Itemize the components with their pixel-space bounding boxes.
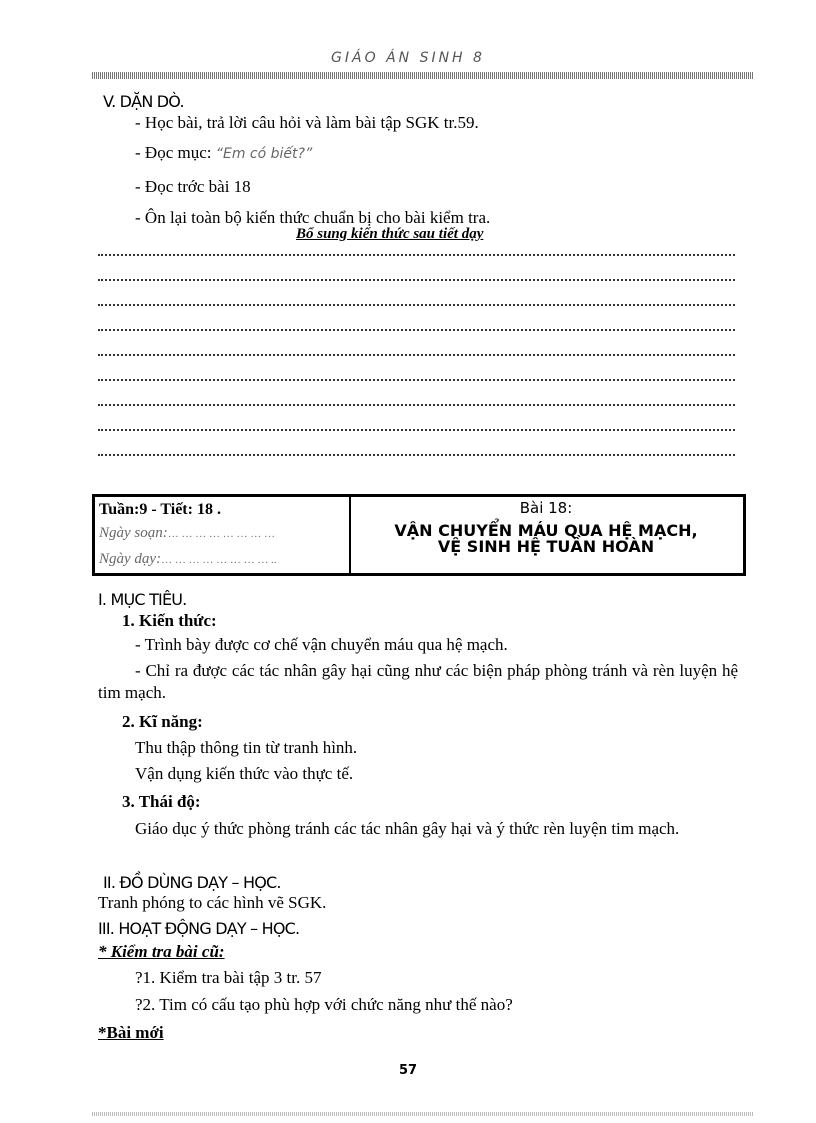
knowledge-item-1: - Trình bày được cơ chế vận chuyển máu qua hệ mạch. bbox=[135, 635, 508, 654]
dotted-line bbox=[98, 375, 735, 381]
week-period: Tuần:9 - Tiết: 18 . bbox=[99, 501, 221, 518]
homework-item-2-text: - Đọc mục: bbox=[135, 143, 216, 162]
check-old-lesson-heading: * Kiểm tra bài cũ: bbox=[98, 942, 225, 961]
section-ii-text: Tranh phóng to các hình vẽ SGK. bbox=[98, 893, 327, 912]
dotted-line bbox=[98, 250, 735, 256]
dotted-line bbox=[98, 425, 735, 431]
lesson-meta-cell bbox=[95, 497, 351, 573]
dotted-line bbox=[98, 350, 735, 356]
supplement-title: Bổ sung kiến thức sau tiết dạy bbox=[296, 226, 484, 242]
skills-item-2: Vận dụng kiến thức vào thực tế. bbox=[135, 764, 354, 783]
em-co-biet-quote: “Em có biết?” bbox=[215, 146, 313, 162]
section-iii-heading: III. HOẠT ĐỘNG DẠY – HỌC. bbox=[98, 919, 300, 938]
page-header-title: GIÁO ÁN SINH 8 bbox=[331, 50, 485, 66]
question-2: ?2. Tim có cấu tạo phù hợp với chức năng như thế nào? bbox=[135, 995, 513, 1014]
knowledge-item-2: - Chỉ ra được các tác nhân gây hại cũng như các biện pháp phòng tránh và rèn luyện hệ tim mạch. bbox=[98, 661, 738, 702]
header-rule bbox=[92, 72, 754, 79]
lesson-title-line-2: VỆ SINH HỆ TUẦN HOÀN bbox=[437, 537, 655, 556]
attitude-text: Giáo dục ý thức phòng tránh các tác nhân gây hại và ý thức rèn luyện tim mạch. bbox=[135, 819, 680, 838]
prep-date-label: Ngày soạn: bbox=[99, 525, 168, 541]
question-1: ?1. Kiểm tra bài tập 3 tr. 57 bbox=[135, 968, 322, 987]
section-v-heading: V. DẶN DÒ. bbox=[103, 92, 184, 111]
dotted-line bbox=[98, 300, 735, 306]
dotted-line bbox=[98, 325, 735, 331]
footer-rule bbox=[92, 1112, 754, 1116]
teach-date bbox=[99, 551, 277, 568]
teach-date-dots: … … … … … … … … .. bbox=[161, 554, 277, 566]
knowledge-heading: 1. Kiến thức: bbox=[122, 611, 217, 630]
prep-date-dots: … … … … … … … … bbox=[167, 528, 275, 540]
lesson-info-box bbox=[92, 494, 746, 576]
lesson-title bbox=[349, 523, 743, 555]
lesson-title-line-1: VẬN CHUYỂN MÁU QUA HỆ MẠCH, bbox=[394, 521, 698, 540]
dotted-line bbox=[98, 450, 735, 456]
lesson-number: Bài 18: bbox=[519, 499, 573, 517]
dotted-line bbox=[98, 400, 735, 406]
homework-item-2 bbox=[135, 142, 312, 165]
section-i-heading: I. MỤC TIÊU. bbox=[98, 590, 187, 609]
homework-item-1: - Học bài, trả lời câu hỏi và làm bài tập SGK tr.59. bbox=[135, 113, 479, 132]
skills-item-1: Thu thập thông tin từ tranh hình. bbox=[135, 738, 358, 757]
dotted-line bbox=[98, 275, 735, 281]
homework-item-3: - Đọc trớc bài 18 bbox=[135, 177, 251, 196]
skills-heading: 2. Kĩ năng: bbox=[122, 712, 203, 731]
homework-item-4: - Ôn lại toàn bộ kiến thức chuẩn bị cho bài kiểm tra. bbox=[135, 208, 491, 227]
section-ii-heading: II. ĐỒ DÙNG DẠY – HỌC. bbox=[103, 873, 281, 892]
prep-date bbox=[99, 525, 275, 542]
page-number: 57 bbox=[398, 1063, 418, 1078]
teach-date-label: Ngày dạy: bbox=[99, 551, 162, 567]
new-lesson-heading: *Bài mới bbox=[98, 1023, 164, 1042]
attitude-heading: 3. Thái độ: bbox=[122, 792, 201, 811]
